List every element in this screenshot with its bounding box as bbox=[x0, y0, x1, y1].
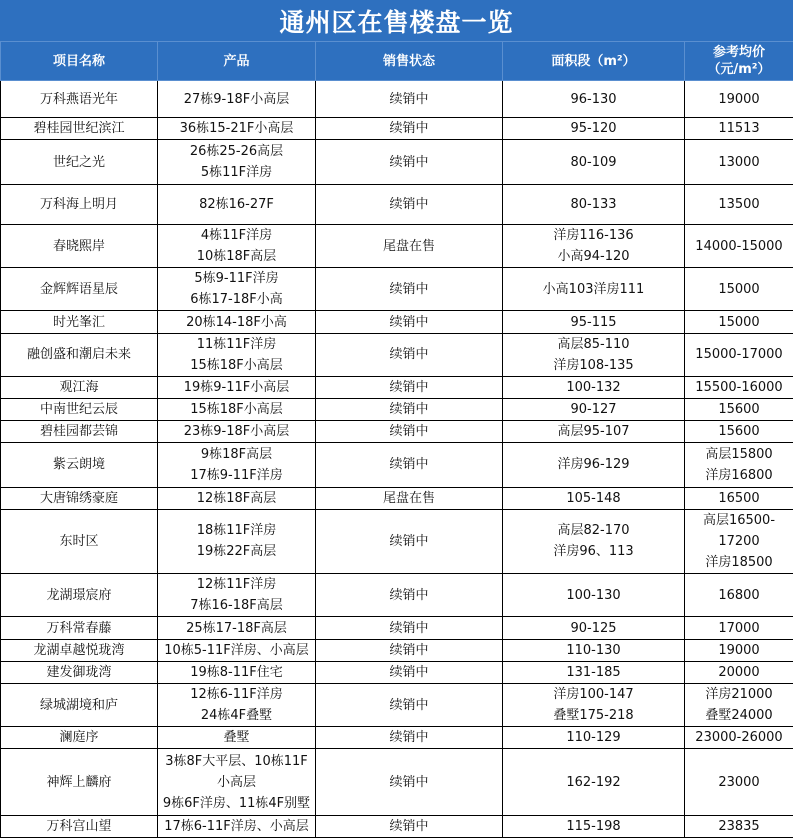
cell-project-name: 融创盛和潮启未来 bbox=[1, 333, 158, 376]
cell-area-range bbox=[503, 509, 685, 573]
cell-sales-status: 续销中 bbox=[316, 268, 503, 311]
cell-product bbox=[158, 311, 316, 333]
table-row bbox=[1, 617, 793, 639]
cell-avg-price-line: 19000 bbox=[718, 642, 760, 658]
cell-area-range bbox=[503, 815, 685, 837]
cell-avg-price-line: 15600 bbox=[718, 424, 760, 440]
cell-project-name: 碧桂园世纪滨江 bbox=[1, 118, 158, 140]
cell-area-range-line: 洋房116-136 bbox=[553, 228, 634, 244]
cell-product bbox=[158, 140, 316, 184]
cell-area-range-line: 105-148 bbox=[566, 490, 621, 506]
cell-product-line: 11栋11F洋房 bbox=[196, 336, 277, 352]
cell-sales-status: 续销中 bbox=[316, 509, 503, 573]
cell-avg-price bbox=[685, 683, 793, 726]
cell-area-range-line: 95-120 bbox=[570, 121, 617, 137]
cell-avg-price bbox=[685, 487, 793, 509]
cell-product-line: 5栋11F洋房 bbox=[200, 165, 273, 181]
cell-product-line: 25栋17-18F高层 bbox=[186, 620, 287, 636]
listings-table bbox=[0, 41, 793, 838]
cell-area-range bbox=[503, 268, 685, 311]
cell-product-line: 18栋11F洋房 bbox=[196, 523, 277, 539]
cell-avg-price-line: 15500-16000 bbox=[695, 379, 783, 395]
cell-avg-price bbox=[685, 815, 793, 837]
cell-area-range-line: 洋房96-129 bbox=[557, 457, 630, 473]
cell-area-range bbox=[503, 81, 685, 118]
table-row bbox=[1, 333, 793, 376]
header-area-range: 面积段（m²） bbox=[503, 42, 685, 81]
page-title: 通州区在售楼盘一览 bbox=[0, 0, 793, 41]
table-row bbox=[1, 487, 793, 509]
cell-avg-price-line: 14000-15000 bbox=[695, 238, 783, 254]
cell-product bbox=[158, 421, 316, 443]
table-body bbox=[1, 81, 793, 838]
cell-product-line: 19栋8-11F住宅 bbox=[190, 664, 283, 680]
cell-sales-status: 续销中 bbox=[316, 333, 503, 376]
cell-product-line: 6栋17-18F小高 bbox=[190, 292, 283, 308]
cell-product bbox=[158, 749, 316, 815]
cell-area-range bbox=[503, 683, 685, 726]
cell-area-range-line: 高层82-170 bbox=[557, 523, 630, 539]
cell-avg-price bbox=[685, 443, 793, 487]
cell-project-name: 观江海 bbox=[1, 376, 158, 398]
cell-product-line: 叠墅 bbox=[223, 730, 250, 746]
cell-area-range bbox=[503, 184, 685, 224]
cell-product-line: 20栋14-18F小高 bbox=[186, 314, 287, 330]
cell-product-line: 10栋18F高层 bbox=[196, 249, 277, 265]
table-row bbox=[1, 661, 793, 683]
cell-project-name: 澜庭序 bbox=[1, 727, 158, 749]
cell-product bbox=[158, 639, 316, 661]
cell-avg-price-line: 17000 bbox=[718, 620, 760, 636]
cell-product-line: 27栋9-18F小高层 bbox=[183, 91, 290, 107]
cell-product-line: 9栋18F高层 bbox=[200, 446, 273, 462]
cell-area-range bbox=[503, 224, 685, 267]
cell-area-range-line: 小高94-120 bbox=[557, 249, 630, 265]
table-row bbox=[1, 140, 793, 184]
cell-product bbox=[158, 184, 316, 224]
cell-avg-price bbox=[685, 140, 793, 184]
cell-avg-price bbox=[685, 421, 793, 443]
cell-product-line: 15栋18F小高层 bbox=[190, 402, 283, 418]
cell-avg-price bbox=[685, 639, 793, 661]
cell-sales-status: 续销中 bbox=[316, 749, 503, 815]
cell-project-name: 碧桂园都芸锦 bbox=[1, 421, 158, 443]
cell-avg-price-line: 15000 bbox=[718, 281, 760, 297]
cell-product-line: 12栋6-11F洋房 bbox=[190, 687, 283, 703]
cell-product-line: 19栋9-11F小高层 bbox=[183, 379, 290, 395]
cell-product-line: 23栋9-18F小高层 bbox=[183, 424, 290, 440]
cell-area-range bbox=[503, 443, 685, 487]
cell-avg-price bbox=[685, 376, 793, 398]
cell-avg-price bbox=[685, 311, 793, 333]
cell-avg-price-line: 洋房18500 bbox=[705, 554, 773, 570]
cell-avg-price-line: 23000 bbox=[718, 774, 760, 790]
cell-avg-price bbox=[685, 268, 793, 311]
cell-product-line: 12栋18F高层 bbox=[196, 490, 277, 506]
table-row bbox=[1, 574, 793, 617]
cell-project-name: 万科燕语光年 bbox=[1, 81, 158, 118]
cell-sales-status: 续销中 bbox=[316, 661, 503, 683]
cell-area-range-line: 洋房100-147 bbox=[553, 687, 634, 703]
cell-product-line: 19栋22F高层 bbox=[196, 544, 277, 560]
cell-avg-price bbox=[685, 81, 793, 118]
cell-area-range bbox=[503, 749, 685, 815]
cell-sales-status: 续销中 bbox=[316, 140, 503, 184]
cell-product-line: 24栋4F叠墅 bbox=[200, 708, 273, 724]
cell-product bbox=[158, 399, 316, 421]
cell-avg-price-line: 15600 bbox=[718, 402, 760, 418]
cell-project-name: 春晓熙岸 bbox=[1, 224, 158, 267]
table-row bbox=[1, 683, 793, 726]
cell-product-line: 17栋6-11F洋房、小高层 bbox=[164, 818, 309, 834]
cell-sales-status: 续销中 bbox=[316, 311, 503, 333]
cell-sales-status: 续销中 bbox=[316, 443, 503, 487]
cell-product bbox=[158, 118, 316, 140]
cell-area-range-line: 110-129 bbox=[566, 730, 621, 746]
cell-avg-price bbox=[685, 574, 793, 617]
cell-area-range bbox=[503, 727, 685, 749]
cell-avg-price bbox=[685, 224, 793, 267]
cell-avg-price bbox=[685, 727, 793, 749]
cell-area-range-line: 96-130 bbox=[570, 91, 617, 107]
cell-avg-price-line: 23835 bbox=[718, 818, 760, 834]
cell-area-range-line: 高层85-110 bbox=[557, 336, 630, 352]
cell-avg-price bbox=[685, 661, 793, 683]
cell-project-name: 建发御珑湾 bbox=[1, 661, 158, 683]
cell-product bbox=[158, 727, 316, 749]
cell-sales-status: 续销中 bbox=[316, 118, 503, 140]
cell-product bbox=[158, 574, 316, 617]
cell-sales-status: 续销中 bbox=[316, 683, 503, 726]
cell-avg-price bbox=[685, 333, 793, 376]
cell-area-range bbox=[503, 487, 685, 509]
cell-sales-status: 尾盘在售 bbox=[316, 224, 503, 267]
cell-product bbox=[158, 81, 316, 118]
cell-area-range-line: 95-115 bbox=[570, 314, 617, 330]
cell-project-name: 金辉辉语星辰 bbox=[1, 268, 158, 311]
cell-area-range-line: 131-185 bbox=[566, 664, 621, 680]
cell-avg-price-line: 11513 bbox=[718, 121, 760, 137]
cell-product bbox=[158, 333, 316, 376]
cell-project-name: 时光峯汇 bbox=[1, 311, 158, 333]
cell-area-range bbox=[503, 399, 685, 421]
cell-avg-price-line: 洋房21000 bbox=[705, 687, 773, 703]
cell-project-name: 东时区 bbox=[1, 509, 158, 573]
cell-sales-status: 续销中 bbox=[316, 421, 503, 443]
cell-avg-price-line: 15000-17000 bbox=[695, 347, 783, 363]
cell-project-name: 绿城湖境和庐 bbox=[1, 683, 158, 726]
cell-avg-price-line: 16500 bbox=[718, 490, 760, 506]
cell-project-name: 神辉上麟府 bbox=[1, 749, 158, 815]
cell-project-name: 中南世纪云辰 bbox=[1, 399, 158, 421]
cell-sales-status: 续销中 bbox=[316, 617, 503, 639]
cell-project-name: 万科海上明月 bbox=[1, 184, 158, 224]
cell-product bbox=[158, 487, 316, 509]
cell-project-name: 龙湖璟宸府 bbox=[1, 574, 158, 617]
cell-area-range-line: 叠墅175-218 bbox=[553, 708, 634, 724]
cell-area-range bbox=[503, 661, 685, 683]
cell-product bbox=[158, 509, 316, 573]
cell-avg-price-line: 20000 bbox=[718, 664, 760, 680]
cell-sales-status: 续销中 bbox=[316, 727, 503, 749]
header-product: 产品 bbox=[158, 42, 316, 81]
cell-product bbox=[158, 376, 316, 398]
header-sales-status: 销售状态 bbox=[316, 42, 503, 81]
cell-avg-price-line: 17200 bbox=[718, 533, 760, 549]
table-row bbox=[1, 639, 793, 661]
cell-avg-price-line: 13000 bbox=[718, 154, 760, 170]
cell-product-line: 5栋9-11F洋房 bbox=[194, 271, 279, 287]
header-project-name: 项目名称 bbox=[1, 42, 158, 81]
cell-product-line: 17栋9-11F洋房 bbox=[190, 467, 283, 483]
cell-sales-status: 续销中 bbox=[316, 376, 503, 398]
cell-product-line: 7栋16-18F高层 bbox=[190, 598, 283, 614]
cell-sales-status: 续销中 bbox=[316, 184, 503, 224]
cell-avg-price-line: 19000 bbox=[718, 91, 760, 107]
cell-product bbox=[158, 443, 316, 487]
cell-area-range-line: 洋房96、113 bbox=[553, 544, 634, 560]
cell-area-range bbox=[503, 311, 685, 333]
cell-sales-status: 尾盘在售 bbox=[316, 487, 503, 509]
cell-sales-status: 续销中 bbox=[316, 574, 503, 617]
cell-area-range-line: 162-192 bbox=[566, 774, 621, 790]
cell-area-range-line: 115-198 bbox=[566, 818, 621, 834]
cell-product-line: 9栋6F洋房、11栋4F别墅 bbox=[162, 795, 311, 811]
cell-area-range-line: 110-130 bbox=[566, 642, 621, 658]
cell-avg-price-line: 高层15800 bbox=[705, 446, 773, 462]
cell-area-range-line: 90-125 bbox=[570, 620, 617, 636]
cell-product-line: 15栋18F小高层 bbox=[190, 357, 283, 373]
cell-product-line: 26栋25-26高层 bbox=[189, 144, 284, 160]
cell-avg-price-line: 洋房16800 bbox=[705, 467, 773, 483]
table-row bbox=[1, 421, 793, 443]
table-row bbox=[1, 311, 793, 333]
cell-product-line: 36栋15-21F小高层 bbox=[179, 121, 294, 137]
cell-avg-price-line: 15000 bbox=[718, 314, 760, 330]
table-row bbox=[1, 268, 793, 311]
table-row bbox=[1, 509, 793, 573]
table-row bbox=[1, 399, 793, 421]
cell-area-range bbox=[503, 574, 685, 617]
cell-product-line: 82栋16-27F bbox=[199, 196, 274, 212]
cell-area-range-line: 洋房108-135 bbox=[553, 357, 634, 373]
header-row bbox=[1, 42, 793, 81]
cell-avg-price bbox=[685, 399, 793, 421]
table-row bbox=[1, 224, 793, 267]
cell-area-range-line: 高层95-107 bbox=[557, 424, 630, 440]
cell-area-range-line: 100-130 bbox=[566, 587, 621, 603]
cell-sales-status: 续销中 bbox=[316, 815, 503, 837]
cell-product bbox=[158, 683, 316, 726]
table-row bbox=[1, 443, 793, 487]
cell-area-range bbox=[503, 421, 685, 443]
cell-project-name: 万科宫山望 bbox=[1, 815, 158, 837]
cell-product-line: 小高层 bbox=[216, 774, 256, 790]
cell-avg-price bbox=[685, 184, 793, 224]
cell-area-range-line: 小高103洋房111 bbox=[542, 281, 645, 297]
cell-project-name: 紫云朗境 bbox=[1, 443, 158, 487]
cell-avg-price-line: 叠墅24000 bbox=[705, 708, 773, 724]
cell-sales-status: 续销中 bbox=[316, 639, 503, 661]
cell-avg-price-line: 23000-26000 bbox=[695, 730, 783, 746]
cell-avg-price bbox=[685, 617, 793, 639]
cell-product bbox=[158, 224, 316, 267]
cell-product-line: 10栋5-11F洋房、小高层 bbox=[164, 642, 309, 658]
cell-area-range bbox=[503, 140, 685, 184]
cell-area-range bbox=[503, 639, 685, 661]
table-row bbox=[1, 184, 793, 224]
table-row bbox=[1, 118, 793, 140]
cell-area-range-line: 100-132 bbox=[566, 379, 621, 395]
cell-product bbox=[158, 661, 316, 683]
cell-avg-price-line: 高层16500- bbox=[702, 512, 776, 528]
cell-area-range-line: 90-127 bbox=[570, 402, 617, 418]
table-row bbox=[1, 81, 793, 118]
cell-area-range bbox=[503, 333, 685, 376]
cell-area-range bbox=[503, 118, 685, 140]
table-row bbox=[1, 376, 793, 398]
cell-project-name: 万科常春藤 bbox=[1, 617, 158, 639]
cell-avg-price bbox=[685, 749, 793, 815]
cell-project-name: 龙湖卓越悦珑湾 bbox=[1, 639, 158, 661]
cell-product bbox=[158, 815, 316, 837]
cell-product-line: 12栋11F洋房 bbox=[196, 577, 277, 593]
cell-avg-price-line: 16800 bbox=[718, 587, 760, 603]
cell-avg-price-line: 13500 bbox=[718, 196, 760, 212]
table-row bbox=[1, 727, 793, 749]
cell-product bbox=[158, 617, 316, 639]
cell-avg-price bbox=[685, 118, 793, 140]
cell-product-line: 4栋11F洋房 bbox=[200, 228, 273, 244]
cell-avg-price bbox=[685, 509, 793, 573]
cell-area-range bbox=[503, 376, 685, 398]
cell-project-name: 世纪之光 bbox=[1, 140, 158, 184]
cell-project-name: 大唐锦绣豪庭 bbox=[1, 487, 158, 509]
cell-area-range-line: 80-109 bbox=[570, 154, 617, 170]
cell-area-range bbox=[503, 617, 685, 639]
cell-sales-status: 续销中 bbox=[316, 81, 503, 118]
table-row bbox=[1, 749, 793, 815]
cell-product bbox=[158, 268, 316, 311]
cell-sales-status: 续销中 bbox=[316, 399, 503, 421]
cell-area-range-line: 80-133 bbox=[570, 196, 617, 212]
header-avg-price: 参考均价（元/m²） bbox=[685, 42, 793, 81]
table-row bbox=[1, 815, 793, 837]
cell-product-line: 3栋8F大平层、10栋11F bbox=[165, 753, 308, 769]
